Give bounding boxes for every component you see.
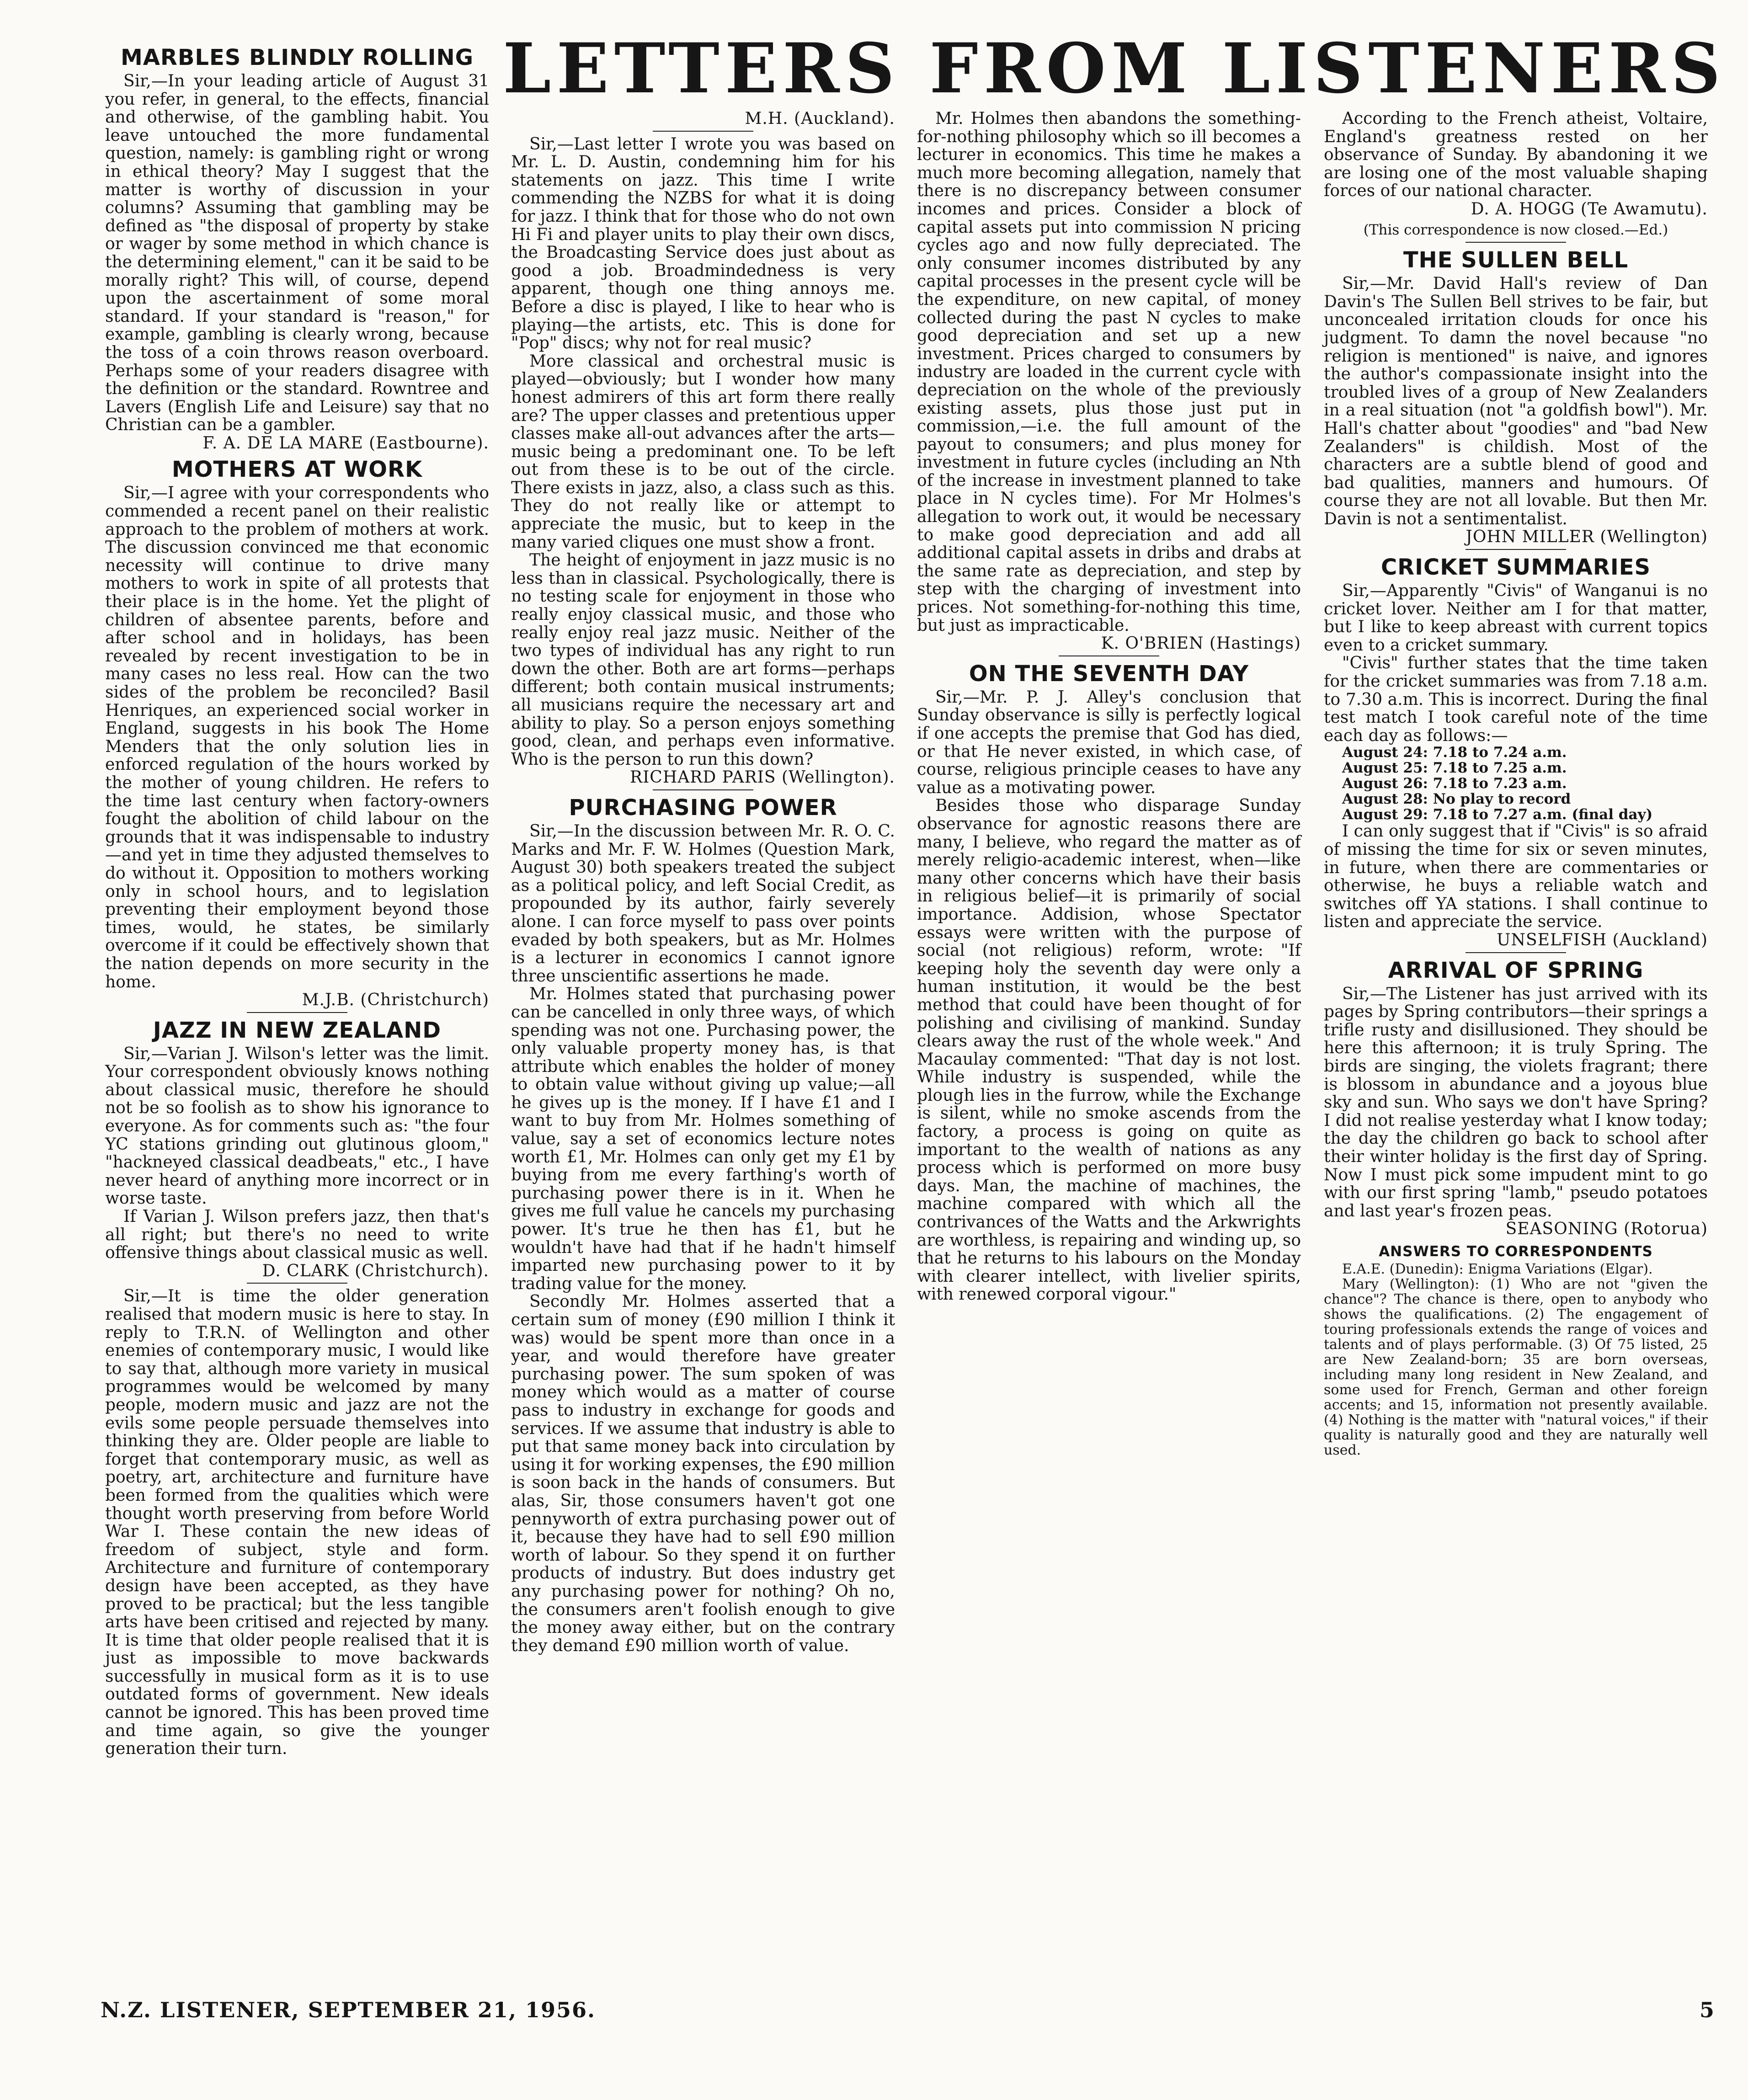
- paragraph: More classical and orchestral music is played—obviously; but I wonder how many honest admirers of this art form there really are? The upper classes and pretentious upper classes make all-out advances after the arts—music being a predominant one. To be left out from these is to be out of the circle. There exists in jazz, also, a class such as this. They do not really like or attempt to appreciate the music, but to keep in the many varied cliques one must show a front.: [511, 352, 895, 552]
- signature: JOHN MILLER (Wellington): [1466, 528, 1708, 547]
- divider-rule: [1466, 549, 1566, 550]
- signature: D. CLARK (Christchurch).: [262, 1261, 489, 1280]
- paragraph: According to the French atheist, Voltaire, England's greatness rested on her observance of Sunday. By abandoning it we are losing one of the most valuable shaping forces of our national character.: [1324, 110, 1708, 201]
- letter-cricket-summaries: [1324, 554, 1708, 949]
- heading-arrival-of-spring: ARRIVAL OF SPRING: [1388, 957, 1644, 983]
- answer-item: E.A.E. (Dunedin): Enigma Variations (Elgar).: [1342, 1261, 1653, 1278]
- paragraph: Sir,—It is time the older generation realised that modern music is here to stay. In reply to T.R.N. of Wellington and other enemies of contemporary music, I would like to say that, although more variety in musical programmes would be welcomed by many people, modern music and jazz are not the evils some people persuade themselves into thinking they are. Older people are liable to forget that contemporary music, as well as poetry, art, architecture and furniture have been formed from the qualities which were thought worth preserving from before World War I. These contain the new ideas of freedom of subject, style and form. Architecture and furniture of contemporary design have been accepted, as they have proved to be practical; but the less tangible arts have been critised and rejected by many. It is time that older people realised that it is just as impossible to move backwards successfully in musical form as it is to use outdated forms of government. New ideals cannot be ignored. This has been proved time and time again, so give the younger generation their turn.: [105, 1287, 489, 1759]
- schedule-row: August 28: No play to record: [1342, 791, 1571, 808]
- signature: RICHARD PARIS (Wellington).: [629, 768, 895, 787]
- signature: M.J.B. (Christchurch): [302, 991, 489, 1010]
- letter-seventh-day: [917, 661, 1301, 1304]
- paragraph: Secondly Mr. Holmes asserted that a certain sum of money (£90 million I think it was) would be spent more than once in a year, and would therefore have greater purchasing power. The sum spoken of was money which would as a matter of course pass to industry in exchange for goods and services. If we assume that industry is able to put that same money back into circulation by using it for working expenses, the £90 million is soon back in the hands of consumers. But alas, Sir, those consumers haven't got one pennyworth of extra purchasing power out of it, because they have had to sell £90 million worth of labour. So they spend it on further products of industry. But does industry get any purchasing power for nothing? Oh no, the consumers aren't foolish enough to give the money away either, but on the contrary they demand £90 million worth of value.: [511, 1292, 895, 1655]
- signature: SEASONING (Rotorua): [1505, 1220, 1708, 1239]
- page-footer: [101, 1998, 1714, 2030]
- letter-marbles: [105, 45, 489, 452]
- paragraph: Sir,—Apparently "Civis" of Wanganui is no cricket lover. Neither am I for that matter, but I like to keep abreast with current topics even to a cricket summary.: [1324, 581, 1708, 655]
- heading-jazz: JAZZ IN NEW ZEALAND: [153, 1017, 442, 1043]
- letter-mothers: [105, 457, 489, 1009]
- paragraph: Sir,—Varian J. Wilson's letter was the limit. Your correspondent obviously knows nothing about classical music, therefore he should not be so foolish as to show his ignorance to everyone. As for comments such as: "the four YC stations grinding out glutinous gloom," "hackneyed classical deadbeats," etc., I have never heard of anything more incorrect or in worse taste.: [105, 1044, 489, 1208]
- schedule-row: August 24: 7.18 to 7.24 a.m.: [1342, 744, 1567, 761]
- paragraph: Sir,—In the discussion between Mr. R. O. C. Marks and Mr. F. W. Holmes (Question Mark, August 30) both speakers treated the subject as a political policy, and left Social Credit, as propounded by its author, fairly severely alone. I can force myself to pass over points evaded by both speakers, but as Mr. Holmes is a lecturer in economics I cannot ignore three unscientific assertions he made.: [511, 821, 895, 986]
- editor-note: (This correspondence is now closed.—Ed.): [1363, 221, 1668, 238]
- answers-to-correspondents: [1324, 1243, 1708, 1458]
- paragraph: If Varian J. Wilson prefers jazz, then that's all right; but there's no need to write offensive things about classical music as well.: [105, 1207, 489, 1263]
- divider-rule: [247, 1283, 347, 1284]
- column-4: [1319, 110, 1712, 1952]
- letter-jazz: [105, 1018, 489, 1758]
- paragraph: Sir,—Last letter I wrote you was based on Mr. L. D. Austin, condemning him for his statements on jazz. This time I write commending the NZBS for what it is doing for jazz. I think that for those who do not own Hi Fi and player units to play their own discs, the Broadcasting Service does just about as good a job. Broadmindedness is very apparent, though one thing annoys me. Before a disc is played, I like to hear who is playing—the artists, etc. This is done for "Pop" discs; why not for real music?: [511, 134, 895, 353]
- signature: K. O'BRIEN (Hastings): [1101, 634, 1301, 653]
- paragraph: Sir,—The Listener has just arrived with its pages by Spring contributors—their springs a trifle rusty and disillusioned. They should be here this afternoon; it is truly Spring. The birds are singing, the violets fragrant; there is blossom in abundance and a joyous blue sky and sun. Who says we don't have Spring? I did not realise yesterday what I know today; the day the children go back to school after their winter holiday is the first day of Spring. Now I must pick some impudent mint to go with our first spring "lamb," pseudo potatoes and last year's frozen peas.: [1324, 984, 1708, 1221]
- publication-date: N.Z. LISTENER, SEPTEMBER 21, 1956.: [101, 1998, 596, 2022]
- paragraph: Besides those who disparage Sunday observance for agnostic reasons there are many, I believe, who regard the matter as of merely religio-academic interest, when—like many other concerns which have their basis in religious belief—it is primarily of social importance. Addision, whose Spectator essays were written with the purpose of social (not religious) reform, wrote: "If keeping holy the seventh day were only a human institution, it would be the best method that could have been thought of for polishing and civilising of mankind. Sunday clears away the rust of the whole week." And Macaulay commented: "That day is not lost. While industry is suspended, while the plough lies in the furrow, while the Exchange is silent, while no smoke ascends from the factory, a process is going on quite as important to the wealth of nations as any process which is performed on more busy days. Man, the machine of machines, the machine compared with which all the contrivances of the Watts and the Arkwrights are worthless, is repairing and winding up, so that he returns to his labours on the Monday with clearer intellect, with livelier spirits, with renewed corporal vigour.": [917, 796, 1301, 1304]
- signature: F. A. DE LA MARE (Eastbourne).: [203, 433, 489, 453]
- divider-rule: [1466, 242, 1566, 243]
- column-1: [101, 40, 494, 1951]
- schedule-row: August 29: 7.18 to 7.27 a.m. (final day): [1342, 806, 1653, 823]
- letter-sullen-bell: [1324, 247, 1708, 546]
- paragraph: Sir,—I agree with your correspondents who commended a recent panel on their realistic approach to the problem of mothers at work. The discussion convinced me that economic necessity will continue to drive many mothers to work in spite of all protests that their place is in the home. Yet the plight of children of absentee parents, before and after school and in holidays, has been revealed by recent investigation to be in many cases no less real. How can the two sides of the problem be reconciled? Basil Henriques, an experienced social worker in England, suggests in his book The Home Menders that the only solution lies in enforced regulation of the hours worked by the mother of young children. He refers to the time last century when factory-owners fought the abolition of child labour on the grounds that it was indispensable to industry—and yet in time they adjusted themselves to do without it. Opposition to mothers working only in school hours, and to legislation preventing their employment beyond those times, would, he states, be similarly overcome if it could be effectively shown that the nation depends on more security in the home.: [105, 484, 489, 991]
- heading-sullen-bell: THE SULLEN BELL: [1403, 247, 1629, 273]
- answer-item: Mary (Wellington): (1) Who are not "given the chance"? The chance is there, open to anybody who shows the qualifications. (2) The engagement of touring professionals extends the range of voices and talents and of plays performable. (3) Of 75 listed, 25 are New Zealand-born; 35 are born overseas, including many long resident in New Zealand, and some used for French, German and other foreign accents; and 15, information not presently available. (4) Nothing is the matter with "natural voices," if their quality is naturally good and they are naturally well used.: [1324, 1276, 1708, 1459]
- paragraph: Sir,—In your leading article of August 31 you refer, in general, to the effects, financial and otherwise, of the gambling habit. You leave untouched the more fundamental question, namely: is gambling right or wrong in ethical theory? May I suggest that the matter is worthy of discussion in your columns? Assuming that gambling may be defined as "the disposal of property by stake or wager by some method in which chance is the determining element," can it be said to be morally right? This will, of course, depend upon the ascertainment of some moral standard. If your standard is "reason," for example, gambling is clearly wrong, because the toss of a coin throws reason overboard. Perhaps some of your readers disagree with the definition or the standard. Rowntree and Lavers (English Life and Leisure) say that no Christian can be a gambler.: [105, 72, 489, 435]
- paragraph: Sir,—Mr. P. J. Alley's conclusion that Sunday observance is silly is perfectly logical if one accepts the premise that God has died, or that He never existed, in which case, of course, religious principle ceases to have any value as a motivating power.: [917, 688, 1301, 797]
- signature: D. A. HOGG (Te Awamutu).: [1471, 199, 1708, 219]
- signature: M.H. (Auckland).: [745, 110, 895, 128]
- paragraph: Mr. Holmes then abandons the something-for-nothing philosophy which so ill becomes a lecturer in economics. This time he makes a much more becoming allegation, namely that there is no discrepancy between consumer incomes and prices. Consider a block of capital assets put into commission N pricing cycles ago and now fully depreciated. The only consumer incomes distributed by any capital processes in the present cycle will be the expenditure, on new capital, of money collected during the past N cycles to make good depreciation and set up a new investment. Prices charged to consumers by industry are loaded in the current cycle with depreciation on the whole of the previously existing assets, plus those just put in commission,—i.e. the full amount of the payout to consumers; and plus money for investment in future cycles (including an Nth of the increase in investment planned to take place in N cycles time). For Mr Holmes's allegation to work out, it would be necessary to make good depreciation and add all additional capital assets in dribs and drabs at the same rate as depreciation, and step by step with the charging of investment into prices. Not something-for-nothing this time, but just as impracticable.: [917, 110, 1301, 635]
- heading-purchasing-power: PURCHASING POWER: [569, 794, 837, 821]
- masthead: LETTERS FROM LISTENERS: [503, 28, 1726, 109]
- schedule-row: August 25: 7.18 to 7.25 a.m.: [1342, 760, 1567, 777]
- heading-mothers: MOTHERS AT WORK: [171, 457, 423, 483]
- letter-purchasing-power: [511, 795, 895, 1655]
- paragraph: "Civis" further states that the time taken for the cricket summaries was from 7.18 a.m. to 7.30 a.m. This is incorrect. During the final test match I took careful note of the time each day as follows:—: [1324, 654, 1708, 745]
- paragraph: The height of enjoyment in jazz music is no less than in classical. Psychologically, there is no testing scale for enjoyment in those who really enjoy classical music, and those who really enjoy real jazz music. Neither of the two types of individual has any right to run down the other. Both are art forms—perhaps different; both contain musical instruments; all musicians require the necessary art and ability to play. So a person enjoys something good, clean, and perhaps even informative. Who is the person to run this down?: [511, 551, 895, 769]
- paragraph: Mr. Holmes stated that purchasing power can be cancelled in only three ways, of which spending was not one. Purchasing power, the only valuable property money has, is that attribute which enables the holder of money to obtain value without giving up value;—all he gives up is the money. If I have £1 and I want to buy from Mr. Holmes something of value, say a set of economics lecture notes worth £1, Mr. Holmes can only get my £1 by buying from me every farthing's worth of purchasing power there is in it. When he gives me full value he cancels my purchasing power. It's true he then has £1, but he wouldn't have had that if he hadn't himself imparted new purchasing power to it by trading value for the money.: [511, 985, 895, 1293]
- divider-rule: [1466, 952, 1566, 953]
- heading-marbles: MARBLES BLINDLY ROLLING: [120, 45, 474, 70]
- column-3: [912, 110, 1306, 1952]
- paragraph: Sir,—Mr. David Hall's review of Dan Davin's The Sullen Bell strives to be fair, but unconcealed irritation clouds for once his judgment. To damn the novel because "no religion is mentioned" is naive, and ignores the author's compassionate insight into the troubled lives of a group of New Zealanders in a real situation (not "a goldfish bowl"). Mr. Hall's chatter about "goodies" and "bad New Zealanders" is childish. Most of the characters are a subtle blend of good and bad qualities, manners and humours. Of course they are not all lovable. But then Mr. Davin is not a sentimentalist.: [1324, 274, 1708, 528]
- paragraph: I can only suggest that if "Civis" is so afraid of missing the time for six or seven minutes, in future, when there are commentaries or otherwise, he buys a reliable watch and switches off YA stations. I shall continue to listen and appreciate the service.: [1324, 822, 1708, 932]
- heading-seventh-day: ON THE SEVENTH DAY: [969, 661, 1249, 687]
- divider-rule: [653, 789, 753, 790]
- divider-rule: [247, 1012, 347, 1013]
- column-2: [506, 110, 900, 1952]
- signature: UNSELFISH (Auckland): [1497, 930, 1708, 949]
- time-schedule: [1324, 745, 1708, 822]
- schedule-row: August 26: 7.18 to 7.23 a.m.: [1342, 775, 1567, 792]
- page-number: 5: [1699, 1998, 1714, 2022]
- heading-cricket-summaries: CRICKET SUMMARIES: [1380, 554, 1651, 581]
- letter-arrival-of-spring: [1324, 958, 1708, 1238]
- divider-rule: [653, 131, 753, 132]
- heading-answers: ANSWERS TO CORRESPONDENTS: [1379, 1243, 1653, 1260]
